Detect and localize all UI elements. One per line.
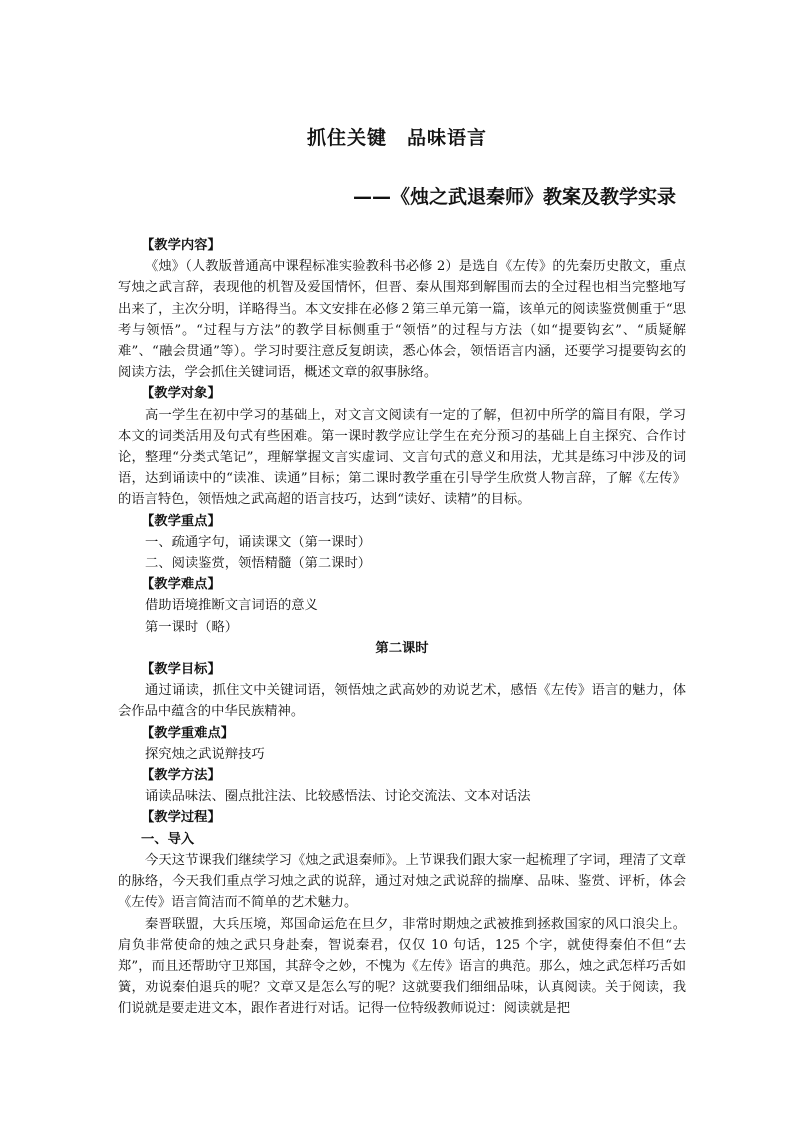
section-heading-key-difficult: 【教学重难点】	[141, 725, 235, 741]
difficult-point: 借助语境推断文言词语的意义	[145, 598, 318, 614]
paragraph-intro-1: 今天这节课我们继续学习《烛之武退秦师》。上节课我们跟大家一起梳理了字词，理清了文章的脉络，今天我们重点学习烛之武的说辞，通过对烛之武说辞的揣摩、品味、鉴赏、评析，体会《左传》语言简洁而不简单的艺术魅力。	[118, 852, 686, 911]
section-heading-key: 【教学重点】	[141, 513, 221, 529]
paragraph-goal: 通过诵读，抓住文中关键词语，领悟烛之武高妙的劝说艺术，感悟《左传》语言的魅力，体会作品中蕴含的中华民族精神。	[118, 683, 686, 720]
key-point-2: 二、阅读鉴赏，领悟精髓（第二课时）	[145, 556, 372, 572]
section-heading-object: 【教学对象】	[141, 386, 221, 402]
section-heading-goal: 【教学目标】	[141, 662, 221, 678]
second-lesson-heading: 第二课时	[375, 640, 429, 656]
section-heading-difficult: 【教学难点】	[141, 577, 221, 593]
paragraph-object: 高一学生在初中学习的基础上，对文言文阅读有一定的了解，但初中所学的篇目有限，学习本文的词类活用及句式有些困难。第一课时教学应让学生在充分预习的基础上自主探究、合作讨论，整理“分类式笔记”，理解掌握文言实虚词、文言句式的意义和用法，尤其是练习中涉及的词语，达到诵读中的“读准、读通”目标；第二课时教学重在引导学生欣赏人物言辞，了解《左传》的语言特色，领悟烛之武高超的语言技巧，达到“读好、读精”的目标。	[118, 407, 686, 508]
method-list: 诵读品味法、圈点批注法、比较感悟法、讨论交流法、文本对话法	[145, 789, 531, 805]
document-body	[118, 235, 686, 1020]
section-heading-content: 【教学内容】	[141, 238, 221, 253]
paragraph-content: 《烛》（人教版普通高中课程标准实验教科书必修 2）是选自《左传》的先秦历史散文，重点写烛之武言辞，表现他的机智及爱国情怀，但晋、秦从围郑到解围而去的全过程也相当完整地写出来了，主次分明，详略得当。本文安排在必修２第三单元第一篇，该单元的阅读鉴赏侧重于“思考与领悟”。“过程与方法”的教学目标侧重于“领悟”的过程与方法（如“提要钩玄”、“质疑解难”、“融会贯通”等）。学习时要注意反复朗读，悉心体会，领悟语言内涵，还要学习提要钩玄的阅读方法，学会抓住关键词语，概述文章的叙事脉络。	[118, 259, 686, 381]
step-intro-heading: 一、导入	[141, 831, 195, 847]
key-point-1: 一、疏通字句，诵读课文（第一课时）	[145, 534, 372, 550]
page-subtitle: ——《烛之武退秦师》教案及教学实录	[352, 186, 676, 208]
key-difficult-point: 探究烛之武说辩技巧	[145, 746, 265, 762]
section-heading-method: 【教学方法】	[141, 768, 221, 784]
first-lesson-note: 第一课时（略）	[145, 619, 239, 635]
page-title: 抓住关键 品味语言	[306, 127, 487, 149]
section-heading-process: 【教学过程】	[141, 810, 221, 826]
paragraph-intro-2: 秦晋联盟，大兵压境，郑国命运危在旦夕，非常时期烛之武被推到拯救国家的风口浪尖上。肩负非常使命的烛之武只身赴秦，智说秦君，仅仅 10 句话，125 个字，就使得秦伯不但“去郑”，而且还帮助守卫郑国，其辞令之妙，不愧为《左传》语言的典范。那么，烛之武怎样巧舌如簧，劝说秦伯退兵的呢？文章又是怎么写的呢？这就要我们细细品味，认真阅读。关于阅读，我们说就是要走进文本，跟作者进行对话。记得一位特级教师说过：阅读就是把	[118, 916, 686, 1017]
